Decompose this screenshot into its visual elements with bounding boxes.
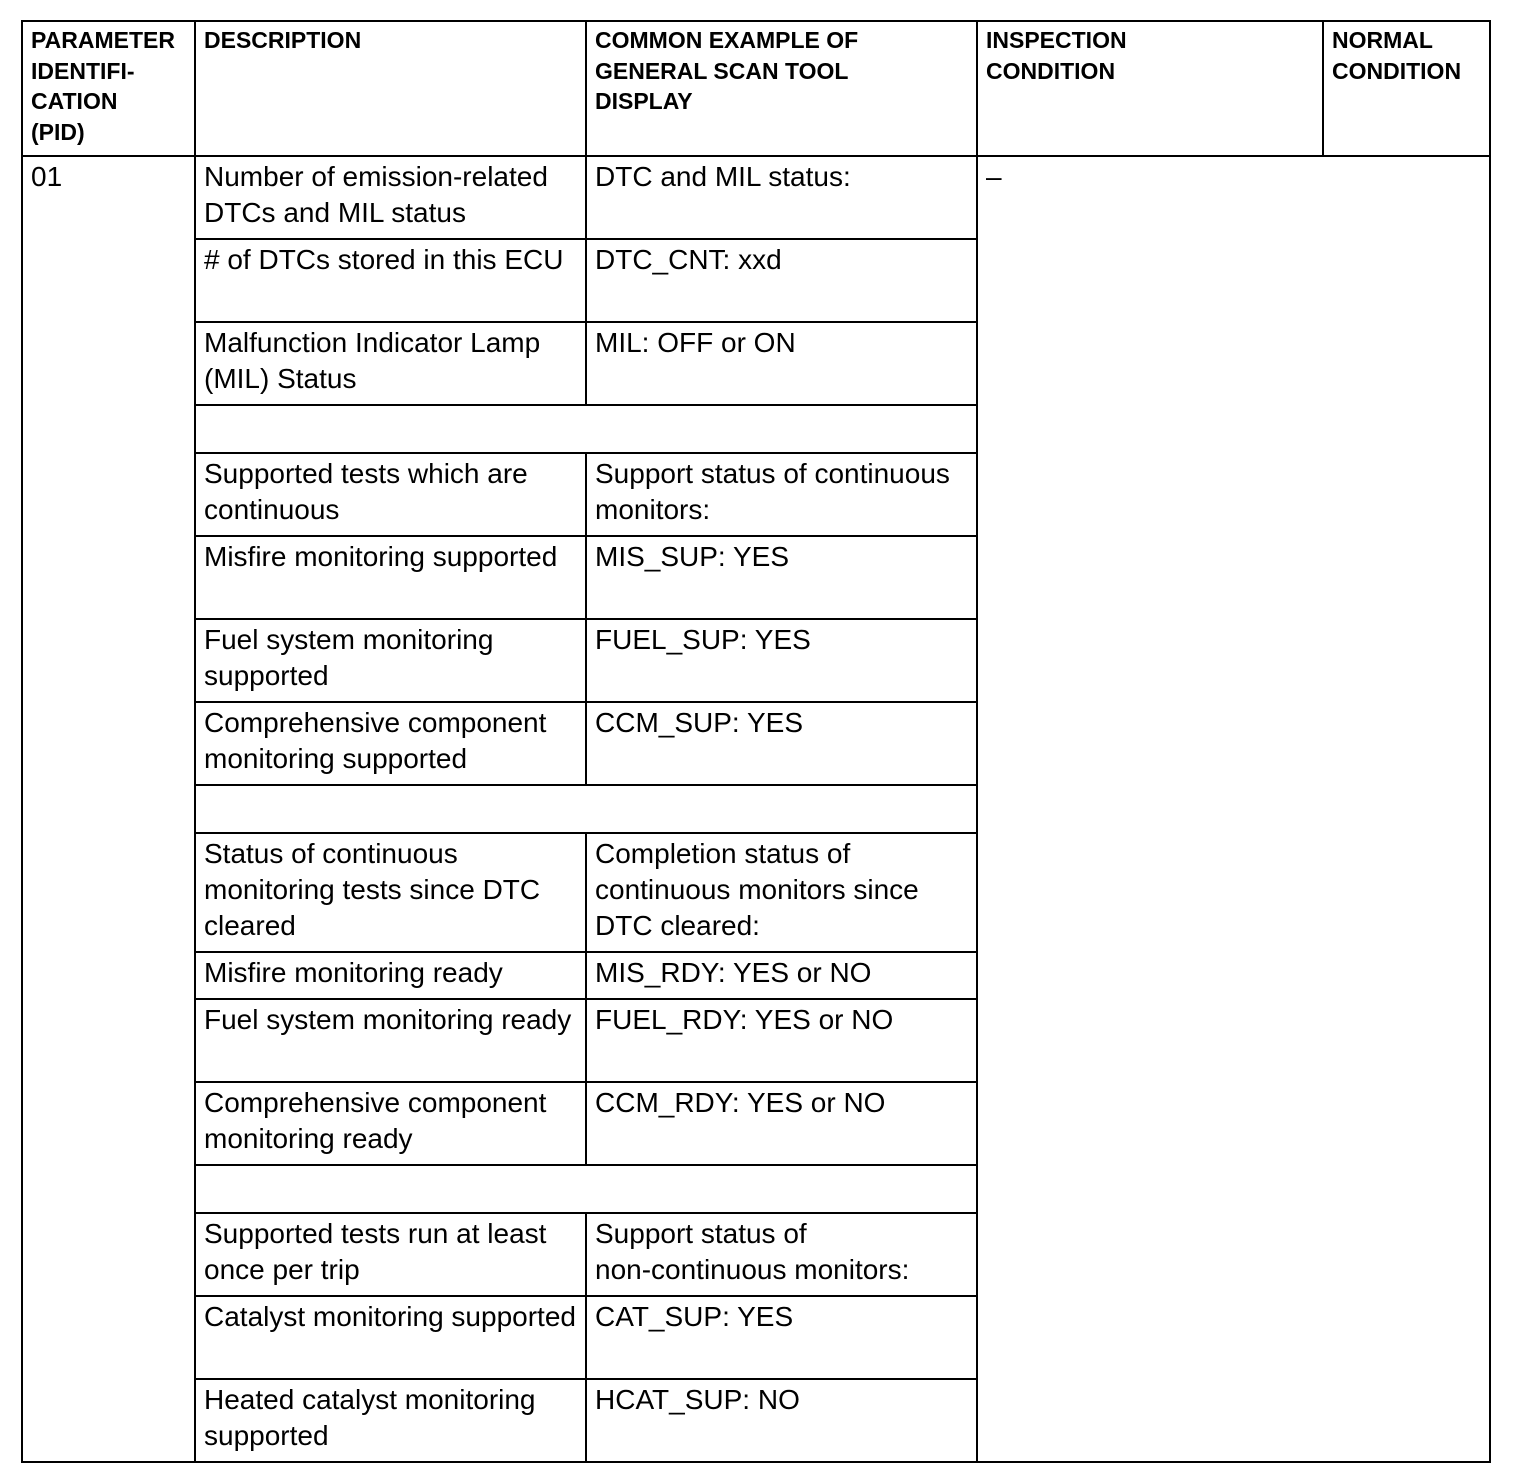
display-cell: MIL: OFF or ON [586,322,977,405]
display-cell: CAT_SUP: YES [586,1296,977,1379]
inspection-value: – [986,161,1002,192]
display-cell: MIS_SUP: YES [586,536,977,619]
description-cell: Misfire monitoring ready [195,952,586,999]
display-cell: DTC_CNT: xxd [586,239,977,322]
spacer-cell [195,405,977,453]
description-cell: Misfire monitoring supported [195,536,586,619]
header-display: COMMON EXAMPLE OF GENERAL SCAN TOOL DISPLAY [586,21,977,156]
header-description: DESCRIPTION [195,21,586,156]
display-cell: DTC and MIL status: [586,156,977,239]
description-cell: Comprehensive component monitoring supported [195,702,586,785]
description-cell: Malfunction Indicator Lamp (MIL) Status [195,322,586,405]
header-normal: NORMAL CONDITION [1323,21,1490,156]
display-cell: HCAT_SUP: NO [586,1379,977,1462]
table-row [22,156,1490,239]
header-row [22,21,1490,156]
inspection-cell [977,156,1490,1462]
display-cell: Support status of non-continuous monitors: [586,1213,977,1296]
display-cell: CCM_SUP: YES [586,702,977,785]
spacer-cell [195,785,977,833]
pid-value: 01 [22,156,195,1462]
display-cell: FUEL_SUP: YES [586,619,977,702]
display-cell: Completion status of continuous monitors since DTC cleared: [586,833,977,952]
display-cell: CCM_RDY: YES or NO [586,1082,977,1165]
pid-table [21,20,1491,1463]
display-cell: MIS_RDY: YES or NO [586,952,977,999]
description-cell: Number of emission-related DTCs and MIL status [195,156,586,239]
header-pid: PARAMETER IDENTIFI- CATION (PID) [22,21,195,156]
display-cell: FUEL_RDY: YES or NO [586,999,977,1082]
description-cell: Status of continuous monitoring tests since DTC cleared [195,833,586,952]
description-cell: Supported tests run at least once per trip [195,1213,586,1296]
header-inspection: INSPECTION CONDITION [977,21,1323,156]
description-cell: Fuel system monitoring ready [195,999,586,1082]
description-cell: # of DTCs stored in this ECU [195,239,586,322]
description-cell: Supported tests which are continuous [195,453,586,536]
description-cell: Catalyst monitoring supported [195,1296,586,1379]
description-cell: Fuel system monitoring supported [195,619,586,702]
display-cell: Support status of continuous monitors: [586,453,977,536]
description-cell: Comprehensive component monitoring ready [195,1082,586,1165]
description-cell: Heated catalyst monitoring supported [195,1379,586,1462]
spacer-cell [195,1165,977,1213]
